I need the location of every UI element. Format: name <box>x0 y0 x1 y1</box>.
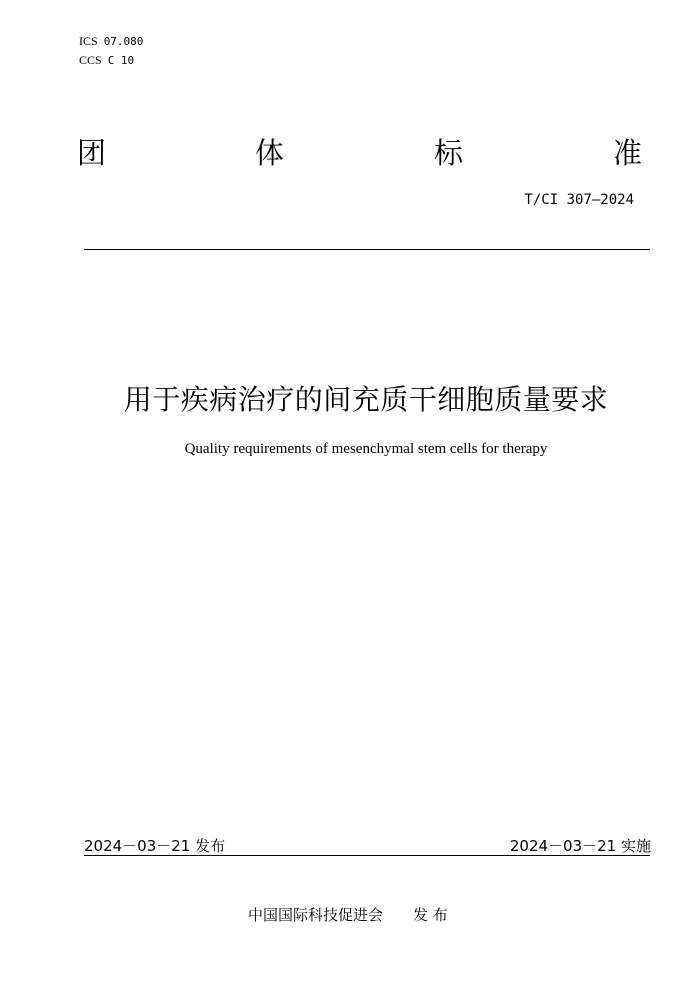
standard-type-char-1: 团 <box>77 136 107 170</box>
publisher <box>248 904 448 925</box>
ics-label: ICS <box>79 34 98 48</box>
ccs-value: C 10 <box>107 54 135 67</box>
standard-type-char-2: 体 <box>255 136 285 170</box>
document-title-chinese: 用于疾病治疗的间充质干细胞质量要求 <box>123 383 609 416</box>
document-number: T/CI 307—2024 <box>524 192 634 208</box>
issue-date: 2024－03－21 发布 <box>84 837 226 855</box>
header-divider <box>84 249 650 250</box>
ccs-label: CCS <box>79 53 102 67</box>
ics-value: 07.080 <box>103 35 144 48</box>
standard-type-char-3: 标 <box>434 136 464 170</box>
ccs-classification <box>79 53 134 68</box>
standard-type-char-4: 准 <box>613 136 643 170</box>
publisher-action: 发 布 <box>413 906 448 924</box>
ics-classification <box>79 34 143 49</box>
document-title-english: Quality requirements of mesenchymal stem cells for therapy <box>184 441 548 457</box>
publisher-name: 中国国际科技促进会 <box>248 906 384 924</box>
implementation-date: 2024－03－21 实施 <box>509 837 651 855</box>
footer-divider <box>84 855 650 856</box>
